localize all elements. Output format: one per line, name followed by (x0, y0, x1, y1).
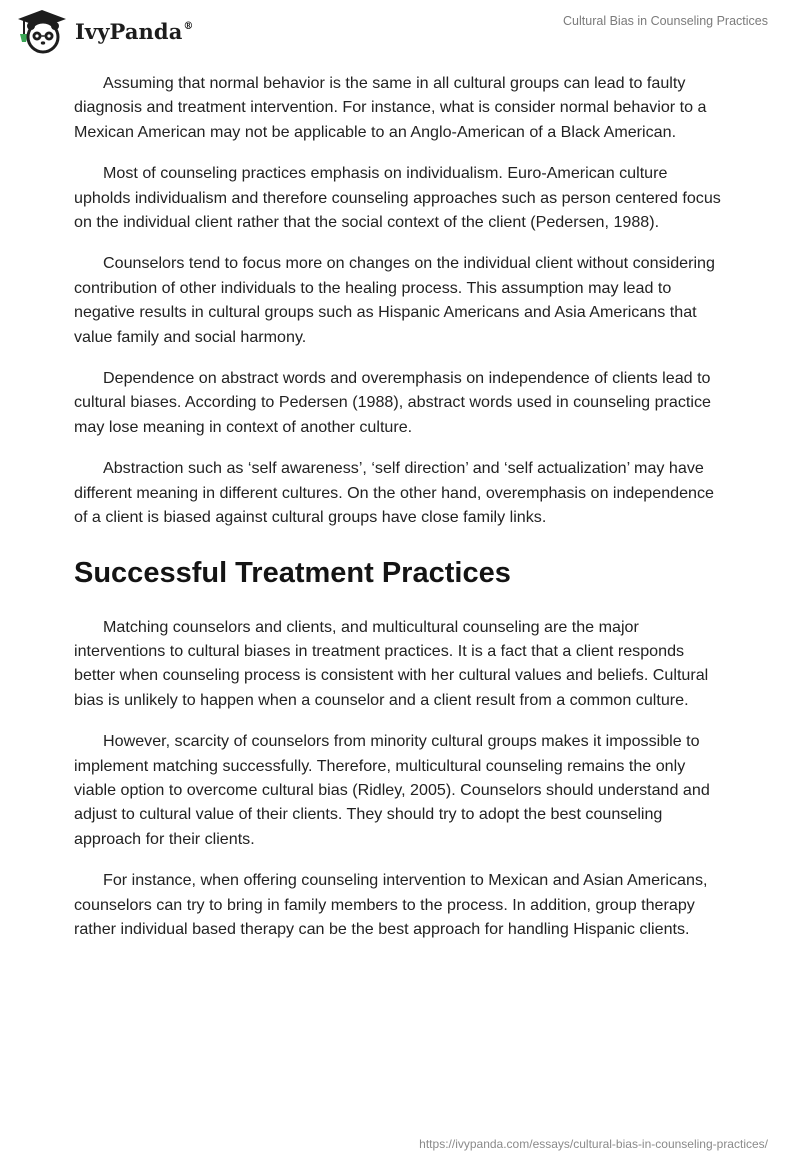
paragraph: Counselors tend to focus more on changes on the individual client without considering contribution of other individuals to the healing process. This assumption may lead to negative results in cultural groups such as Hispanic Americans and Asia Americans that value family and social harmony. (74, 254, 715, 346)
brand-logo[interactable] (16, 8, 194, 54)
paragraph: Abstraction such as ‘self awareness’, ‘self direction’ and ‘self actualization’ may have different meaning in different cultures. On the other hand, overemphasis on independence of a client is biased against cultural groups have close family links. (74, 459, 715, 527)
document-title: Cultural Bias in Counseling Practices (563, 14, 768, 28)
essay-body (74, 71, 726, 958)
registered-mark: ® (183, 20, 194, 32)
paragraph: For instance, when offering counseling intervention to Mexican and Asian Americans, counselors can try to bring in family members to the process. In addition, group therapy rather individual based therapy can be the best approach for handling Hispanic clients. (74, 871, 708, 938)
section-heading: Successful Treatment Practices (74, 556, 511, 589)
source-url-link[interactable]: https://ivypanda.com/essays/cultural-bias-in-counseling-practices/ (419, 1137, 768, 1151)
brand-name-text: IvyPanda (75, 18, 183, 44)
paragraph: However, scarcity of counselors from minority cultural groups makes it impossible to implement matching successfully. Therefore, multicultural counseling remains the only viable option to overcome cultural bias (Ridley, 2005). Counselors should understand and adjust to cultural value of their clients. They should try to adopt the best counseling approach for their clients. (74, 732, 710, 848)
paragraph: Matching counselors and clients, and multicultural counseling are the major interventions to cultural biases in treatment practices. It is a fact that a client responds better when counseling process is consistent with her cultural values and beliefs. Cultural bias is unlikely to happen when a counselor and a client result from a common culture. (74, 617, 709, 709)
paragraph: Most of counseling practices emphasis on individualism. Euro-American culture upholds individualism and therefore counseling approaches such as person centered focus on the individual client rather that the social context of the client (Pedersen, 1988). (74, 164, 721, 232)
panda-graduate-logo-icon (16, 8, 68, 54)
paragraph: Assuming that normal behavior is the same in all cultural groups can lead to faulty diagnosis and treatment intervention. For instance, what is consider normal behavior to a Mexican American may not be applicable to an Anglo-American of a Black American. (74, 74, 707, 141)
brand-name (75, 19, 194, 44)
paragraph: Dependence on abstract words and overemphasis on independence of clients lead to cultural biases. According to Pedersen (1988), abstract words used in counseling practice may lose meaning in context of another culture. (74, 369, 711, 436)
page-header (0, 0, 800, 60)
